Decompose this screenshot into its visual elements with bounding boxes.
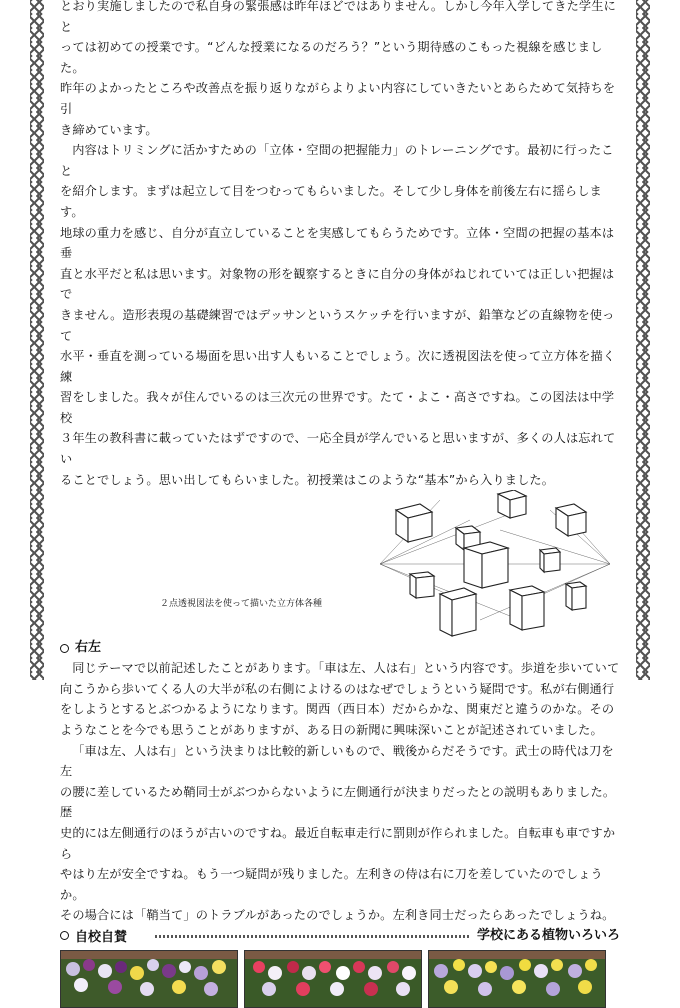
section-heading-right-left xyxy=(60,638,620,658)
right-left-paragraph-1 xyxy=(60,658,620,740)
text-line: その場合には「鞘当て」のトラブルがあったのでしょうか。左利き同士だったらあったでしょうね。 xyxy=(60,908,615,923)
text-line: ようなことを今でも思うことがありますが、ある日の新聞に興味深いことが記述されていました。 xyxy=(60,723,603,738)
flower-image xyxy=(245,959,421,1007)
section-title: 右左 xyxy=(75,640,102,656)
perspective-figure xyxy=(60,490,620,638)
left-decorative-border xyxy=(30,0,44,680)
text-line: 昨年のよかったところや改善点を振り返りながらよりよい内容にしていきたいとあらためて気持ちを引 xyxy=(60,81,616,116)
school-heading-left xyxy=(60,926,127,946)
flower-planter-photo xyxy=(428,950,606,1008)
text-line: 同じテーマで以前記述したことがあります。「車は左、人は右」という内容です。歩道を歩いていて xyxy=(72,661,620,676)
flower-planter-photo xyxy=(244,950,422,1008)
text-line: とおり実施しましたので私自身の緊張感は昨年ほどではありません。しかし今年入学してきた学生にと xyxy=(60,0,616,34)
right-left-paragraph-2 xyxy=(60,741,620,926)
article-body xyxy=(60,0,620,1006)
text-line: 水平・垂直を測っている場面を思い出す人もいることでしょう。次に透視図法を使って立方体を描く練 xyxy=(60,349,616,384)
text-line: 史的には左側通行のほうが古いのですね。最近自転車走行に罰則が作られました。自転車も車ですから xyxy=(60,826,616,861)
intro-paragraph xyxy=(60,0,620,140)
text-line: の腰に差しているため鞘同士がぶつからないように左側通行が決まりだったとの説明もありました。歴 xyxy=(60,784,616,820)
dotted-divider xyxy=(155,935,470,938)
right-decorative-border xyxy=(636,0,650,680)
circle-bullet-icon xyxy=(60,931,69,940)
text-line: ３年生の教科書に載っていたはずですので、一応全員が学んでいると思いますが、多くの人は忘れてい xyxy=(60,431,616,467)
figure-caption: ２点透視図法を使って描いた立方体各種 xyxy=(160,599,323,610)
circle-bullet-icon xyxy=(60,644,69,653)
text-line: 地球の重力を感じ、自分が直立していることを実感してもらうためです。立体・空間の把握の基本は垂 xyxy=(60,225,615,261)
section-heading-school xyxy=(60,926,620,946)
section-subtitle: 学校にある植物いろいろ xyxy=(476,927,620,943)
text-line: きません。造形表現の基礎練習ではデッサンというスケッチを行いますが、鉛筆などの直線物を使って xyxy=(60,307,615,343)
text-line: をしようとするとぶつかるようになります。関西（西日本）だからかな、関東だと違うのかな。その xyxy=(60,702,615,717)
text-line: 直と水平だと私は思います。対象物の形を観察するときに自分の身体がねじれていては正しい把握はで xyxy=(60,266,615,302)
flower-image xyxy=(61,959,237,1007)
text-line: き締めています。 xyxy=(60,122,158,137)
text-line: 習をしました。我々が住んでいるのは三次元の世界です。たて・よこ・高さですね。この図法は中学校 xyxy=(60,390,615,425)
section-title: 自校自賛 xyxy=(75,930,128,946)
training-paragraph xyxy=(60,140,620,490)
flower-planter-photo xyxy=(60,950,238,1008)
plant-photos xyxy=(60,946,620,1006)
text-line: を紹介します。まずは起立して目をつむってもらいました。そして少し身体を前後左右に揺らします。 xyxy=(60,184,602,219)
text-line: 「車は左、人は右」という決まりは比較的新しいもので、戦後からだそうです。武士の時代は刀を左 xyxy=(60,743,614,779)
text-line: やはり左が安全ですね。もう一つ疑問が残りました。左利きの侍は右に刀を差していたのでしょうか。 xyxy=(60,867,603,902)
text-line: っては初めての授業です。“どんな授業になるのだろう？”という期待感のこもった視線を感じました。 xyxy=(60,40,603,75)
text-line: 向こうから歩いてくる人の大半が私の右側によけるのはなぜでしょうという疑問です。私が右側通行 xyxy=(60,681,615,696)
text-line: 内容はトリミングに活かすための「立体・空間の把握能力」のトレーニングです。最初に行ったこと xyxy=(60,143,614,178)
flower-image xyxy=(429,959,605,1007)
text-line: ることでしょう。思い出してもらいました。初授業はこのような“基本”から入りました。 xyxy=(60,472,555,487)
cube-drawing-illustration xyxy=(380,490,610,638)
